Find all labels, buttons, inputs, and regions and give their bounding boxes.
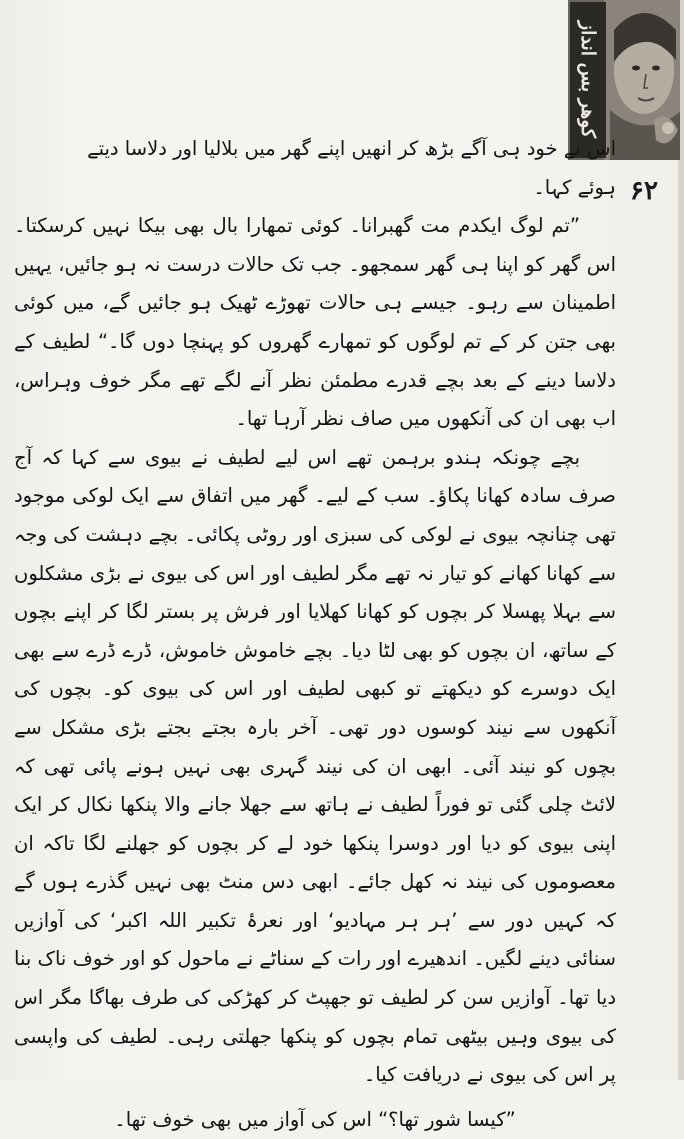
- page-edge: [678, 0, 684, 1080]
- paragraph-4: ”کیسا شور تھا؟“ اس کی آواز میں بھی خوف تھا۔: [114, 1107, 516, 1131]
- book-title-band: کوھر بس انداز: [570, 2, 606, 158]
- paragraph-3: بچے چونکہ ہندو برہمن تھے اس لیے لطیف نے بیوی سے کہا کہ آج صرف سادہ کھانا پکاؤ۔ سب کے لیے۔ گھر میں اتفاق سے ایک لوکی موجود تھی چنانچہ بیوی نے لوکی کی سبزی اور روٹی پکائی۔ بچے دہشت کی وجہ سے کھانا کھانے کو تیار نہ تھے مگر لطیف اور اس کی بیوی نے بڑی مشکلوں سے بہلا پھسلا کر بچوں کو کھانا کھلایا اور فرش پر بستر لگا کر اپنے بچوں کے ساتھ، ان بچوں کو بھی لٹا دیا۔ بچے خاموش خاموش، ڈرے ڈرے سے بھی ایک دوسرے کو دیکھتے تو کبھی لطیف اور اس کی بیوی کو۔ بچوں کی آنکھوں سے نیند کوسوں دور تھی۔ آخر بارہ بجتے بجتے بڑی مشکل سے بچوں کو نیند آئی۔ ابھی ان کی نیند گہری بھی نہیں ہونے پائی تھی کہ لائٹ چلی گئی تو فوراً لطیف نے ہاتھ سے جھلا جانے والا پنکھا نکال کر ایک اپنی بیوی کو دیا اور دوسرا پنکھا خود لے کر بچوں کو جھلنے لگا تاکہ ان معصوموں کی نیند نہ کھل جائے۔ ابھی دس منٹ بھی نہیں گذرے ہوں گے کہ کہیں دور سے ’ہر ہر مہادیو‘ اور نعرۂ تکبیر اللہ اکبر‘ کی آوازیں سنائی دینے لگیں۔ اندھیرے اور رات کے سناٹے نے ماحول کو اور خوف ناک بنا دیا تھا۔ آوازیں سن کر لطیف تو جھپٹ کر کھڑکی کی طرف بھاگا مگر اس کی بیوی وہیں بیٹھی تمام بچوں کو پنکھا جھلتی رہی۔ لطیف کی واپسی پر اس کی بیوی نے دریافت کیا۔: [14, 445, 616, 1087]
- paragraph-2: ”تم لوگ ایکدم مت گھبرانا۔ کوئی تمھارا بال بھی بیکا نہیں کرسکتا۔ اس گھر کو اپنا ہی گھر سمجھو۔ جب تک حالات درست نہ ہو جائیں، یہیں اطمینان سے رہو۔ جیسے ہی حالات تھوڑے ٹھیک ہو جائیں گے، میں کوئی بھی جتن کر کے تم لوگوں کو تمھارے گھروں کو پہنچا دوں گا۔“ لطیف کے دلاسا دینے کے بعد بچے قدرے مطمئن نظر آنے لگے تھے مگر خوف وہراس، اب بھی ان کی آنکھوں میں صاف نظر آرہا تھا۔: [14, 214, 616, 431]
- page-number: ۶۲: [630, 176, 658, 206]
- paragraph-1: اس نے خود ہی آگے بڑھ کر انھیں اپنے گھر میں بلالیا اور دلاسا دیتے ہوئے کہا۔: [87, 137, 616, 199]
- body-text: [14, 130, 616, 1139]
